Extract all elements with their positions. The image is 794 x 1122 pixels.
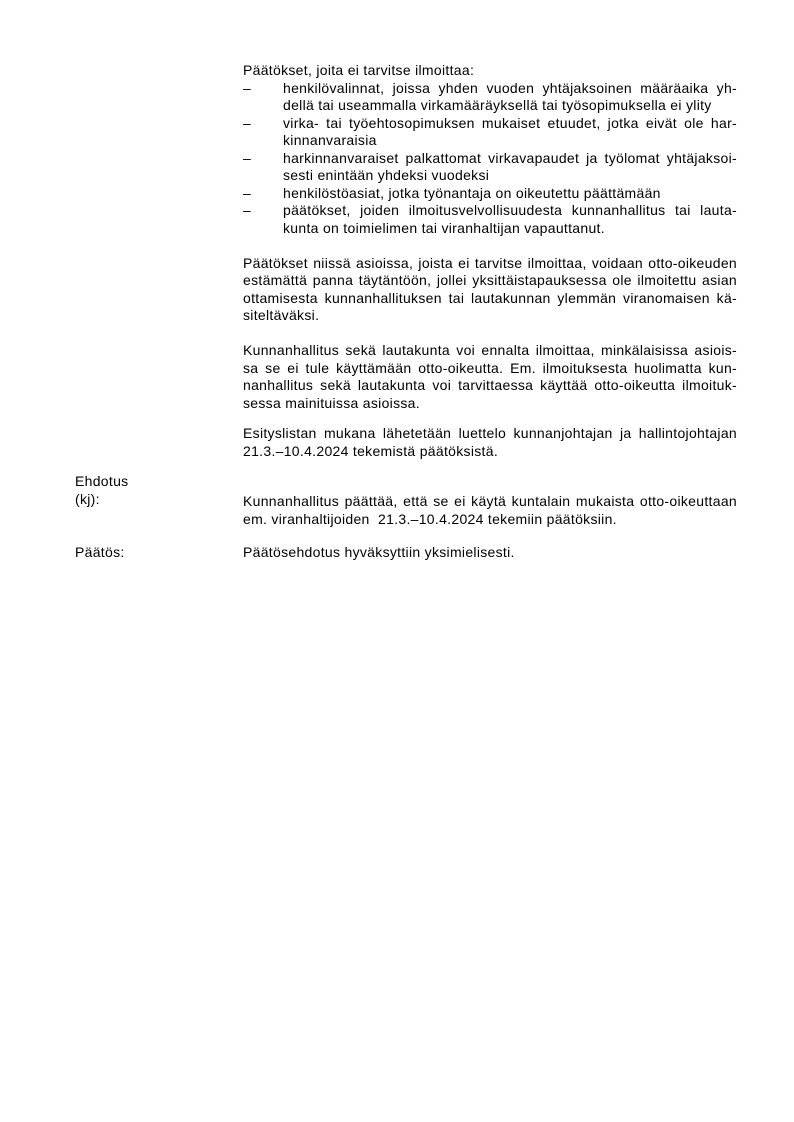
text-line: siteltäväksi. xyxy=(243,307,320,323)
bullet-item-text xyxy=(283,202,737,237)
text-line: kinnanvaraisia xyxy=(283,132,377,148)
bullet-item xyxy=(243,150,737,185)
text-line: päätökset, joiden ilmoitusvelvollisuudesta kunnanhallitus tai lauta- xyxy=(283,202,737,218)
paragraph-attached-list xyxy=(243,425,737,460)
bullet-dash: – xyxy=(243,184,252,201)
text-line: kunta on toimielimen tai viranhaltijan vapauttanut. xyxy=(283,219,605,236)
text-line: em. viranhaltijoiden 21.3.–10.4.2024 tekemiin päätöksiin. xyxy=(243,510,617,527)
text-line: Päätösehdotus hyväksyttiin yksimielisesti. xyxy=(243,543,515,560)
text-line: 21.3.–10.4.2024 tekemistä päätöksistä. xyxy=(243,442,499,459)
text-line: virka- tai työehtosopimuksen mukaiset etuudet, jotka eivät ole har- xyxy=(283,114,737,131)
bullet-dash: – xyxy=(243,79,252,96)
text-line: Esityslistan mukana lähetetään luettelo kunnanjohtajan ja hallintojohtajan xyxy=(243,425,737,441)
text-line: nanhallitus sekä lautakunta voi tarvittaessa käyttää otto-oikeutta ilmoituk- xyxy=(243,377,737,393)
proposal-label xyxy=(75,473,128,508)
text-line: henkilövalinnat, joissa yhden vuoden yhtäjaksoinen määräaika yh- xyxy=(283,79,737,96)
text-line: Kunnanhallitus päättää, että se ei käytä kuntalain mukaista otto-oikeuttaan xyxy=(243,493,737,509)
bullet-list xyxy=(243,80,737,238)
text-line: henkilöstöasiat, jotka työnantaja on oikeutettu päättämään xyxy=(283,184,661,201)
bullet-item-text xyxy=(283,185,737,203)
text-line: (kj): xyxy=(75,490,100,507)
text-line: Päätös: xyxy=(75,543,125,560)
paragraph-enforcement xyxy=(243,255,737,325)
text-line: sessa mainituissa asioissa. xyxy=(243,394,420,411)
body-column xyxy=(243,62,737,460)
bullet-item xyxy=(243,115,737,150)
bullet-item xyxy=(243,185,737,203)
bullet-item-text xyxy=(283,80,737,115)
proposal-text xyxy=(243,493,737,528)
bullet-dash: – xyxy=(243,202,252,218)
text-line: estämättä panna täytäntöön, jollei yksittäistapauksessa ole ilmoitettu asian xyxy=(243,272,737,288)
decision-label xyxy=(75,544,125,562)
bullet-dash: – xyxy=(243,149,252,166)
text-line: harkinnanvaraiset palkattomat virkavapaudet ja työlomat yhtäjaksoi- xyxy=(283,149,737,166)
text-line: sesti enintään yhdeksi vuodeksi xyxy=(283,167,490,183)
text-line: Päätökset niissä asioissa, joista ei tarvitse ilmoittaa, voidaan otto-oikeuden xyxy=(243,254,737,271)
intro-line xyxy=(243,62,737,80)
decision-text xyxy=(243,544,737,562)
text-line: ottamisesta kunnanhallituksen tai lautakunnan ylemmän viranomaisen kä- xyxy=(243,289,737,306)
bullet-item-text xyxy=(283,150,737,185)
text-line: dellä tai useammalla virkamääräyksellä tai työsopimuksella ei ylity xyxy=(283,97,712,113)
text-line: sa se ei tule käyttämään otto-oikeutta. Em. ilmoituksesta huolimatta kun- xyxy=(243,359,737,376)
text-line: Ehdotus xyxy=(75,473,129,489)
paragraph-advance-notice xyxy=(243,342,737,412)
bullet-dash: – xyxy=(243,114,252,131)
bullet-item xyxy=(243,202,737,237)
text-line: Päätökset, joita ei tarvitse ilmoittaa: xyxy=(243,62,475,78)
bullet-item-text xyxy=(283,115,737,150)
text-line: Kunnanhallitus sekä lautakunta voi ennalta ilmoittaa, minkälaisissa asiois- xyxy=(243,342,737,358)
bullet-item xyxy=(243,80,737,115)
